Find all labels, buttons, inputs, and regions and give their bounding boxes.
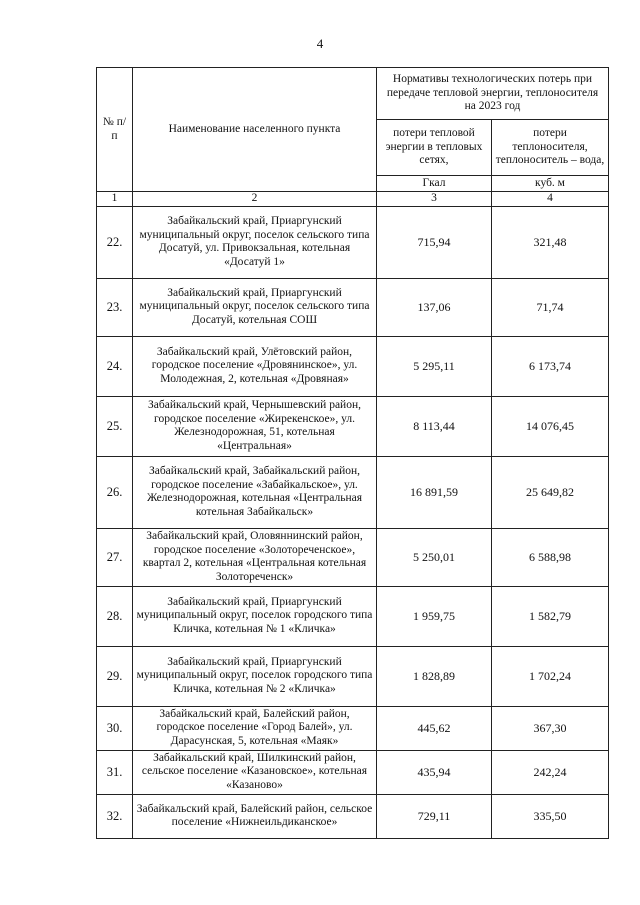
row-number: 23. (97, 278, 133, 336)
header-index-1: 1 (97, 192, 133, 207)
row-number: 22. (97, 206, 133, 278)
table-row (97, 278, 609, 336)
header-num: № п/п (97, 68, 133, 192)
header-index-4: 4 (492, 192, 609, 207)
heat-loss-value: 137,06 (377, 278, 492, 336)
table-row (97, 206, 609, 278)
row-number: 32. (97, 794, 133, 838)
coolant-loss-value: 335,50 (492, 794, 609, 838)
settlement-name: Забайкальский край, Забайкальский район, городское поселение «Забайкальское», ул. Железнодорожная, котельная «Центральная котельная Забайкальск» (133, 456, 377, 528)
header-name: Наименование населенного пункта (133, 68, 377, 192)
table-body (97, 68, 609, 839)
heat-loss-value: 1 959,75 (377, 586, 492, 646)
row-number: 26. (97, 456, 133, 528)
header-index-2: 2 (133, 192, 377, 207)
header-unit-coolant: куб. м (492, 176, 609, 192)
coolant-loss-value: 242,24 (492, 750, 609, 794)
heat-loss-value: 5 295,11 (377, 336, 492, 396)
table-row (97, 706, 609, 750)
heat-loss-value: 715,94 (377, 206, 492, 278)
table-row (97, 750, 609, 794)
heat-loss-value: 8 113,44 (377, 396, 492, 456)
row-number: 28. (97, 586, 133, 646)
heat-loss-value: 1 828,89 (377, 646, 492, 706)
table-row (97, 456, 609, 528)
row-number: 24. (97, 336, 133, 396)
coolant-loss-value: 367,30 (492, 706, 609, 750)
coolant-loss-value: 6 173,74 (492, 336, 609, 396)
settlement-name: Забайкальский край, Шилкинский район, сельское поселение «Казановское», котельная «Казаново» (133, 750, 377, 794)
page-number: 4 (316, 36, 324, 51)
row-number: 31. (97, 750, 133, 794)
heat-loss-value: 729,11 (377, 794, 492, 838)
coolant-loss-value: 14 076,45 (492, 396, 609, 456)
settlement-name: Забайкальский край, Балейский район, сельское поселение «Нижнеильдиканское» (133, 794, 377, 838)
settlement-name: Забайкальский край, Оловяннинский район, городское поселение «Золотореченское», квартал 2, котельная «Центральная котельная Золотореченск» (133, 528, 377, 586)
settlement-name: Забайкальский край, Улётовский район, городское поселение «Дровянинское», ул. Молодежная, 2, котельная «Дровяная» (133, 336, 377, 396)
settlement-name: Забайкальский край, Чернышевский район, городское поселение «Жирекенское», ул. Железнодорожная, 51, котельная «Центральная» (133, 396, 377, 456)
heat-loss-value: 445,62 (377, 706, 492, 750)
coolant-loss-value: 321,48 (492, 206, 609, 278)
header-heat-loss: потери тепловой энергии в тепловых сетях, (377, 120, 492, 176)
header-row-1 (97, 68, 609, 120)
settlement-name: Забайкальский край, Приаргунский муниципальный округ, поселок городского типа Кличка, котельная № 2 «Кличка» (133, 646, 377, 706)
settlement-name: Забайкальский край, Приаргунский муниципальный округ, поселок городского типа Кличка, котельная № 1 «Кличка» (133, 586, 377, 646)
table-row (97, 336, 609, 396)
coolant-loss-value: 1 582,79 (492, 586, 609, 646)
table-row (97, 396, 609, 456)
header-index-3: 3 (377, 192, 492, 207)
settlement-name: Забайкальский край, Балейский район, городское поселение «Город Балей», ул. Дарасунская, 5, котельная «Маяк» (133, 706, 377, 750)
coolant-loss-value: 71,74 (492, 278, 609, 336)
header-unit-heat: Гкал (377, 176, 492, 192)
heat-loss-value: 435,94 (377, 750, 492, 794)
table-row (97, 794, 609, 838)
header-coolant-loss: потери теплоносителя, теплоноситель – вода, (492, 120, 609, 176)
table-row (97, 528, 609, 586)
coolant-loss-value: 1 702,24 (492, 646, 609, 706)
settlement-name: Забайкальский край, Приаргунский муниципальный округ, поселок сельского типа Досатуй, котельная СОШ (133, 278, 377, 336)
row-number: 27. (97, 528, 133, 586)
header-norms-title: Нормативы технологических потерь при передаче тепловой энергии, теплоносителя на 2023 год (377, 68, 609, 120)
row-number: 25. (97, 396, 133, 456)
norms-table (96, 67, 609, 839)
coolant-loss-value: 6 588,98 (492, 528, 609, 586)
heat-loss-value: 5 250,01 (377, 528, 492, 586)
heat-loss-value: 16 891,59 (377, 456, 492, 528)
row-number: 30. (97, 706, 133, 750)
table-row (97, 586, 609, 646)
coolant-loss-value: 25 649,82 (492, 456, 609, 528)
header-row-index (97, 192, 609, 207)
row-number: 29. (97, 646, 133, 706)
settlement-name: Забайкальский край, Приаргунский муниципальный округ, поселок сельского типа Досатуй, ул. Привокзальная, котельная «Досатуй 1» (133, 206, 377, 278)
table-row (97, 646, 609, 706)
